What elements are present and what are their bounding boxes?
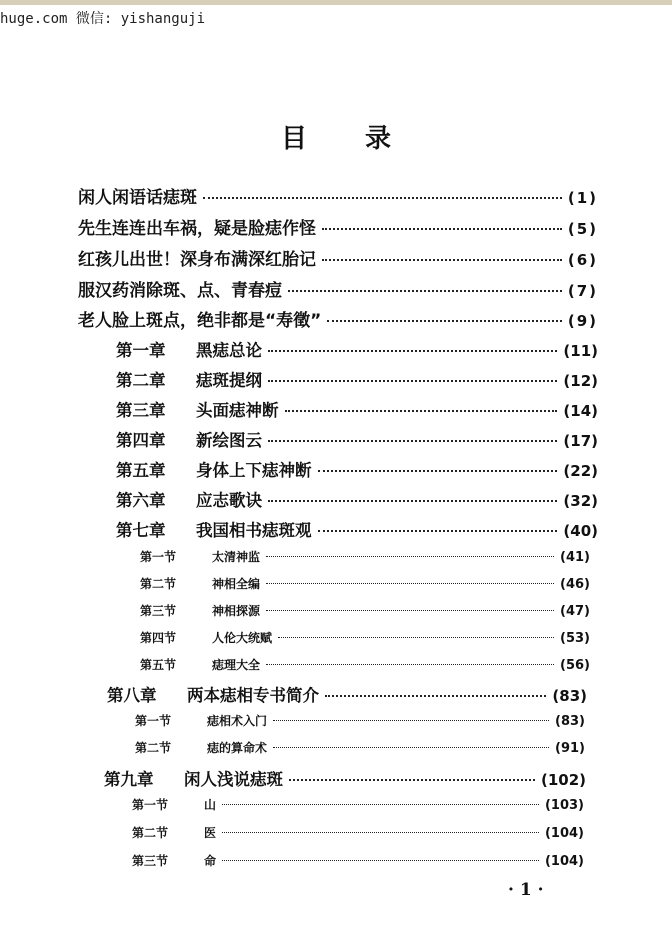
- dot-leader: [266, 583, 554, 584]
- dot-leader: [203, 197, 562, 199]
- toc-entry-title: 服汉药消除斑、点、青春痘: [78, 281, 282, 301]
- chapter-number: 第六章: [116, 491, 166, 510]
- chapter-title: 应志歌诀: [196, 491, 262, 510]
- chapter-title: 闲人浅说痣斑: [184, 770, 283, 789]
- toc-entry-page: (6): [567, 251, 598, 269]
- dot-leader: [285, 410, 558, 412]
- toc-entry-page: (40): [563, 522, 598, 540]
- toc-entry-page: (22): [563, 462, 598, 480]
- toc-section[interactable]: [140, 602, 590, 619]
- toc-section[interactable]: [140, 575, 590, 592]
- toc-entry-page: (32): [563, 492, 598, 510]
- chapter-title: 我国相书痣斑观: [196, 521, 312, 540]
- toc-section[interactable]: [132, 852, 584, 869]
- toc-entry-page: (41): [560, 550, 590, 565]
- toc-entry[interactable]: [78, 306, 598, 331]
- section-number: 第二节: [132, 826, 169, 840]
- chapter-number: 第一章: [116, 341, 166, 360]
- toc-chapter[interactable]: [107, 682, 587, 706]
- section-title: 痣的算命术: [207, 741, 268, 755]
- toc-chapter[interactable]: [116, 337, 598, 361]
- toc-entry-page: (83): [552, 687, 587, 705]
- dot-leader: [273, 720, 549, 721]
- dot-leader: [222, 860, 539, 861]
- toc-entry[interactable]: [78, 276, 598, 301]
- section-title: 痣相术入门: [207, 714, 268, 728]
- toc-chapter[interactable]: [116, 397, 598, 421]
- toc-entry-page: (56): [560, 658, 590, 673]
- toc-entry-page: (91): [555, 741, 585, 756]
- section-number: 第三节: [132, 854, 169, 868]
- section-number: 第三节: [140, 604, 177, 618]
- dot-leader: [222, 832, 539, 833]
- chapter-title: 痣斑提纲: [196, 371, 262, 390]
- toc-chapter[interactable]: [116, 487, 598, 511]
- dot-leader: [222, 804, 539, 805]
- chapter-title: 身体上下痣神断: [196, 461, 312, 480]
- toc-chapter[interactable]: [104, 766, 586, 790]
- toc-entry[interactable]: [78, 245, 598, 270]
- toc-section[interactable]: [135, 739, 585, 756]
- toc-entry-page: (7): [567, 282, 598, 300]
- toc-entry-page: (14): [563, 402, 598, 420]
- toc-entry-page: (103): [544, 798, 584, 813]
- toc-section[interactable]: [140, 629, 590, 646]
- toc-entry-page: (53): [560, 631, 590, 646]
- section-number: 第五节: [140, 658, 177, 672]
- chapter-number: 第八章: [107, 686, 157, 705]
- toc-chapter[interactable]: [116, 427, 598, 451]
- section-title: 神相全编: [212, 577, 261, 591]
- toc-entry-page: (12): [563, 372, 598, 390]
- dot-leader: [327, 320, 561, 322]
- toc-entry-page: (46): [560, 577, 590, 592]
- chapter-number: 第三章: [116, 401, 166, 420]
- toc-entry-page: (5): [567, 220, 598, 238]
- chapter-number: 第七章: [116, 521, 166, 540]
- page-title: 目录: [280, 124, 449, 154]
- toc-entry-page: (9): [567, 312, 598, 330]
- dot-leader: [318, 530, 558, 532]
- toc-chapter[interactable]: [116, 367, 598, 391]
- dot-leader: [278, 637, 554, 638]
- section-number: 第一节: [132, 798, 169, 812]
- chapter-title: 黑痣总论: [196, 341, 262, 360]
- dot-leader: [268, 500, 557, 502]
- dot-leader: [322, 259, 562, 261]
- section-title: 神相探源: [212, 604, 261, 618]
- dot-leader: [266, 664, 554, 665]
- watermark-text: huge.com 微信: yishanguji: [0, 11, 206, 27]
- dot-leader: [288, 290, 562, 292]
- section-number: 第四节: [140, 631, 177, 645]
- toc-entry-page: (83): [555, 714, 585, 729]
- dot-leader: [266, 556, 554, 557]
- dot-leader: [322, 228, 562, 230]
- dot-leader: [268, 440, 557, 442]
- chapter-number: 第九章: [104, 770, 154, 789]
- toc-entry-page: (47): [560, 604, 590, 619]
- toc-entry-page: (11): [563, 342, 598, 360]
- section-title: 山: [204, 798, 217, 812]
- toc-entry-page: (102): [540, 771, 586, 789]
- toc-section[interactable]: [135, 712, 585, 729]
- chapter-title: 两本痣相专书简介: [187, 686, 319, 705]
- toc-section[interactable]: [132, 796, 584, 813]
- toc-entry-title: 红孩儿出世！深身布满深红胎记: [78, 250, 316, 270]
- dot-leader: [289, 779, 535, 781]
- chapter-number: 第五章: [116, 461, 166, 480]
- toc-entry[interactable]: [78, 183, 598, 208]
- toc-section[interactable]: [140, 656, 590, 673]
- toc-entry-title: 老人脸上斑点，绝非都是“寿徵”: [78, 311, 322, 331]
- dot-leader: [273, 747, 549, 748]
- toc-chapter[interactable]: [116, 517, 598, 541]
- section-title: 命: [204, 854, 217, 868]
- toc-entry-page: (1): [567, 189, 598, 207]
- toc-chapter[interactable]: [116, 457, 598, 481]
- toc-entry-page: (17): [563, 432, 598, 450]
- toc-entry[interactable]: [78, 214, 598, 239]
- section-title: 太清神监: [212, 550, 261, 564]
- page-number: · 1 ·: [508, 880, 544, 900]
- chapter-title: 头面痣神断: [196, 401, 279, 420]
- section-title: 痣理大全: [212, 658, 261, 672]
- section-title: 医: [204, 826, 217, 840]
- dot-leader: [268, 380, 557, 382]
- toc-entry-title: 先生连连出车祸，疑是脸痣作怪: [78, 219, 316, 239]
- toc-entry-page: (104): [544, 854, 584, 869]
- toc-entry-page: (104): [544, 826, 584, 841]
- chapter-number: 第二章: [116, 371, 166, 390]
- section-title: 人伦大统赋: [212, 631, 273, 645]
- dot-leader: [318, 470, 558, 472]
- dot-leader: [325, 695, 546, 697]
- chapter-number: 第四章: [116, 431, 166, 450]
- toc-section[interactable]: [132, 824, 584, 841]
- toc-section[interactable]: [140, 548, 590, 565]
- dot-leader: [266, 610, 554, 611]
- section-number: 第一节: [140, 550, 177, 564]
- dot-leader: [268, 350, 557, 352]
- toc-entry-title: 闲人闲语话痣斑: [78, 188, 197, 208]
- section-number: 第二节: [135, 741, 172, 755]
- section-number: 第一节: [135, 714, 172, 728]
- section-number: 第二节: [140, 577, 177, 591]
- chapter-title: 新绘图云: [196, 431, 262, 450]
